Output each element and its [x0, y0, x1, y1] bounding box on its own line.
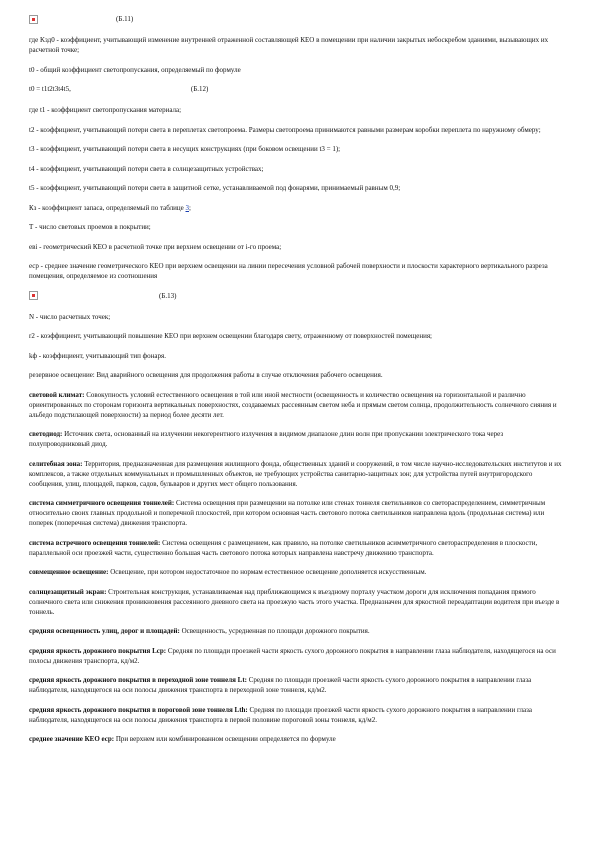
paragraph: t3 - коэффициент, учитывающий потери света в несущих конструкциях (при боковом освещении t3 = 1);	[29, 145, 341, 153]
definition-term: средняя яркость дорожного покрытия в переходной зоне тоннеля Lt:	[29, 676, 247, 684]
definition	[29, 646, 565, 666]
equation-b11	[29, 14, 565, 24]
definition-text: Средняя по площади проезжей части яркость сухого дорожного покрытия в направлении глаза наблюдателя, находящегося на оси полосы движения транспорта в первой половине пороговой зоны тоннеля, кд/м2.	[29, 705, 533, 724]
definition-term: солнцезащитный экран:	[29, 587, 107, 596]
paragraph: Т - число световых проемов в покрытии;	[29, 223, 151, 231]
definition-text: Источник света, основанный на излучении некогерентного излучения в видимом диапазоне длин волн при пропускании электрического тока через полупроводниковый диод.	[29, 430, 504, 448]
paragraph: t4 - коэффициент, учитывающий потери света в солнцезащитных устройствах;	[29, 164, 264, 173]
definition-text: Освещение, при котором недостаточное по нормам естественное освещение дополняется искусственным.	[108, 568, 427, 576]
paragraph	[29, 203, 565, 213]
paragraph-tail: ;	[189, 203, 191, 212]
definition-text: Система освещения при размещении на потолке или стенах тоннеля светильников со светораспределением, симметричным относительно своих главных продольной и поперечной плоскостей, при котором основная часть светового потока светильников направлена вдоль (продольная система) или поперек (поперечная система) движения транспорта.	[29, 499, 546, 527]
definition-term: селитебная зона:	[29, 459, 83, 468]
definition-text: При верхнем или комбинированном освещении определяется по формуле	[114, 735, 336, 743]
definition	[29, 498, 565, 528]
definition-term: средняя яркость дорожного покрытия в пороговой зоне тоннеля Lth:	[29, 705, 248, 714]
definition-text: Территория, предназначенная для размещения жилищного фонда, общественных зданий и сооружений, в том числе научно-исследовательских институтов и их комплексов, а также отдельных коммунальных и промышленных объектов, не требующих устройства санитарно-защитных зон; для устройства путей внутригородского сообщения, улиц, площадей, парков, садов, бульваров и других мест общего пользования.	[29, 459, 562, 488]
equation-b12	[29, 84, 565, 94]
definition-term: совмещенное освещение:	[29, 568, 109, 576]
definition-term: светодиод:	[29, 430, 63, 438]
definition-term: средняя яркость дорожного покрытия Lcp:	[29, 646, 167, 655]
definition-text: Совокупность условий естественного освещения в той или иной местности (освещенность и количество освещения на горизонтальной и различно ориентированных по сторонам горизонта вертикальных поверхностях, создаваемых рассеянным светом неба и прямым светом солнца, продолжительность солнечного сияния и альбедо подстилающей поверхности) за период более десяти лет.	[29, 390, 557, 419]
paragraph: t5 - коэффициент, учитывающий потери света в защитной сетке, устанавливаемой под фонарями, принимаемый равным 0,9;	[29, 184, 401, 192]
definition-term: среднее значение КЕО еср:	[29, 735, 115, 743]
definition-term: средняя освещенность улиц, дорог и площадей:	[29, 627, 180, 635]
paragraph: где t1 - коэффициент светопропускания материала;	[29, 106, 182, 114]
definition-text: Строительная конструкция, устанавливаемая над приближающимся к въездному порталу участком дороги для исключения попадания прямого солнечного света или снижения проникновения рассеянного дневного света на проезжую часть этого участка. Предназначен для яркостной переадаптации водителя при въезде в тоннель.	[29, 587, 560, 616]
definition-text: Средняя по площади проезжей части яркость сухого дорожного покрытия в направлении глаза наблюдателя, находящегося на оси полосы движения транспорта, кд/м2.	[29, 646, 556, 665]
definition-term: система встречного освещения тоннелей:	[29, 538, 161, 547]
definition	[29, 705, 565, 725]
equation-number: (Б.12)	[190, 85, 209, 93]
definition-text: Освещенность, усредненная по площади дорожного покрытия.	[179, 627, 370, 635]
definition-term: световой климат:	[29, 390, 85, 399]
definition	[29, 626, 565, 636]
equation-number: (Б.11)	[116, 15, 134, 23]
paragraph: N - число расчетных точек;	[29, 312, 111, 321]
paragraph: t2 - коэффициент, учитывающий потери света в переплетах светопроема. Размеры светопроема принимаются равными размерам коробки переплета по наружному обмеру;	[29, 125, 541, 134]
definition-text: Система освещения с размещением, как правило, на потолке светильников асимметричного светораспределения в плоскости, параллельной оси проезжей части, существенно большая часть светового потока которых направлена навстречу движению транспорта.	[29, 538, 538, 557]
paragraph: kф - коэффициент, учитывающий тип фонаря.	[29, 351, 166, 360]
definition	[29, 734, 565, 744]
paragraph: t0 - общий коэффициент светопропускания, определяемый по формуле	[29, 65, 241, 74]
paragraph: резервное освещение: Вид аварийного освещения для продолжения работы в случае отключения рабочего освещения.	[29, 371, 383, 379]
definition	[29, 538, 565, 558]
equation-number: (Б.13)	[159, 291, 177, 300]
paragraph-lead: Кз - коэффициент запаса, определяемый по таблице	[29, 203, 186, 212]
paragraph: еві - геометрический КЕО в расчетной точке при верхнем освещении от i-го проема;	[29, 242, 282, 251]
paragraph: где Kзд0 - коэффициент, учитывающий изменение внутренней отраженной составляющей КЕО в помещении при наличии закрытых небоскребом зданиями, вызывающих их расчетной точке;	[29, 36, 549, 54]
formula: t0 = t1t2t3t4t5,	[29, 85, 71, 93]
definition	[29, 675, 565, 695]
table-3-link[interactable]: 3	[185, 203, 189, 212]
definition	[29, 390, 565, 420]
broken-image-icon	[29, 291, 38, 300]
definition	[29, 587, 565, 617]
definition	[29, 459, 565, 489]
definition	[29, 567, 565, 577]
paragraph: еср - среднее значение геометрического КЕО при верхнем освещении на линии пересечения условной рабочей поверхности и плоскости характерного вертикального разреза помещения, определяемое из соотношения	[29, 262, 548, 280]
paragraph: r2 - коэффициент, учитывающий повышение КЕО при верхнем освещении благодаря свету, отраженному от поверхностей помещения;	[29, 332, 432, 340]
broken-image-icon	[29, 15, 38, 24]
equation-b13	[29, 291, 565, 301]
definition-text: Средняя по площади проезжей части яркость сухого дорожного покрытия в направлении глаза наблюдателя, находящегося на оси полосы движения транспорта в переходной зоне тоннеля, кд/м2.	[29, 676, 532, 694]
definition	[29, 429, 565, 449]
definition-term: система симметричного освещения тоннелей:	[29, 499, 175, 507]
